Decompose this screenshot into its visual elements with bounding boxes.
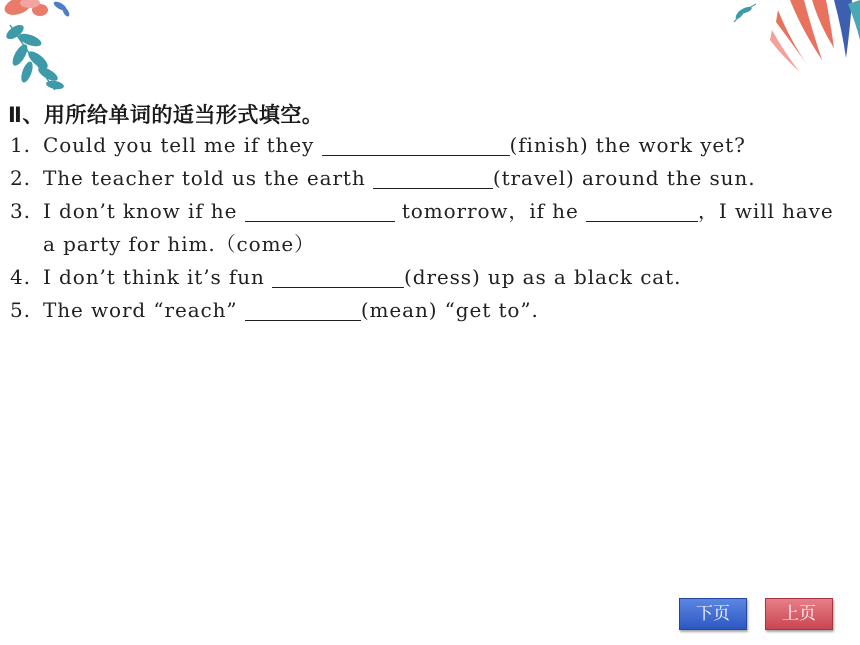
answer-blank[interactable] — [245, 300, 361, 321]
question-number: 1. — [10, 133, 31, 157]
question-text-after: (mean) “get to”. — [360, 298, 539, 322]
answer-blank[interactable] — [322, 135, 510, 156]
question-1 — [10, 132, 746, 158]
question-4 — [10, 264, 681, 290]
question-text-before: The teacher told us the earth — [43, 166, 373, 190]
leaf-decoration-top-right — [730, 0, 860, 75]
question-2 — [10, 165, 755, 191]
question-number: 5. — [10, 298, 31, 322]
question-text-after: (finish) the work yet? — [509, 133, 746, 157]
question-5 — [10, 297, 539, 323]
question-3-continuation — [10, 231, 315, 257]
leaf-decoration-top-left — [0, 0, 80, 95]
answer-blank[interactable] — [373, 168, 493, 189]
question-number: 4. — [10, 265, 31, 289]
next-page-button[interactable]: 下页 — [679, 598, 747, 630]
question-text-after: ，I will have — [697, 199, 834, 223]
question-text-before: The word “reach” — [43, 298, 245, 322]
question-number: 2. — [10, 166, 31, 190]
question-text-before: I don’t know if he — [43, 199, 245, 223]
previous-page-button[interactable]: 上页 — [765, 598, 833, 630]
question-text-line2: a party for him.（come） — [43, 232, 316, 256]
question-number: 3. — [10, 199, 31, 223]
question-3 — [10, 198, 834, 224]
question-text-before: Could you tell me if they — [43, 133, 322, 157]
question-text-after: (travel) around the sun. — [492, 166, 756, 190]
answer-blank[interactable] — [245, 201, 395, 222]
question-text-before: I don’t think it’s fun — [43, 265, 273, 289]
answer-blank[interactable] — [586, 201, 698, 222]
section-title: Ⅱ、用所给单词的适当形式填空。 — [8, 103, 324, 127]
question-text-after: (dress) up as a black cat. — [404, 265, 682, 289]
answer-blank[interactable] — [272, 267, 404, 288]
question-text-middle: tomorrow，if he — [394, 199, 586, 223]
